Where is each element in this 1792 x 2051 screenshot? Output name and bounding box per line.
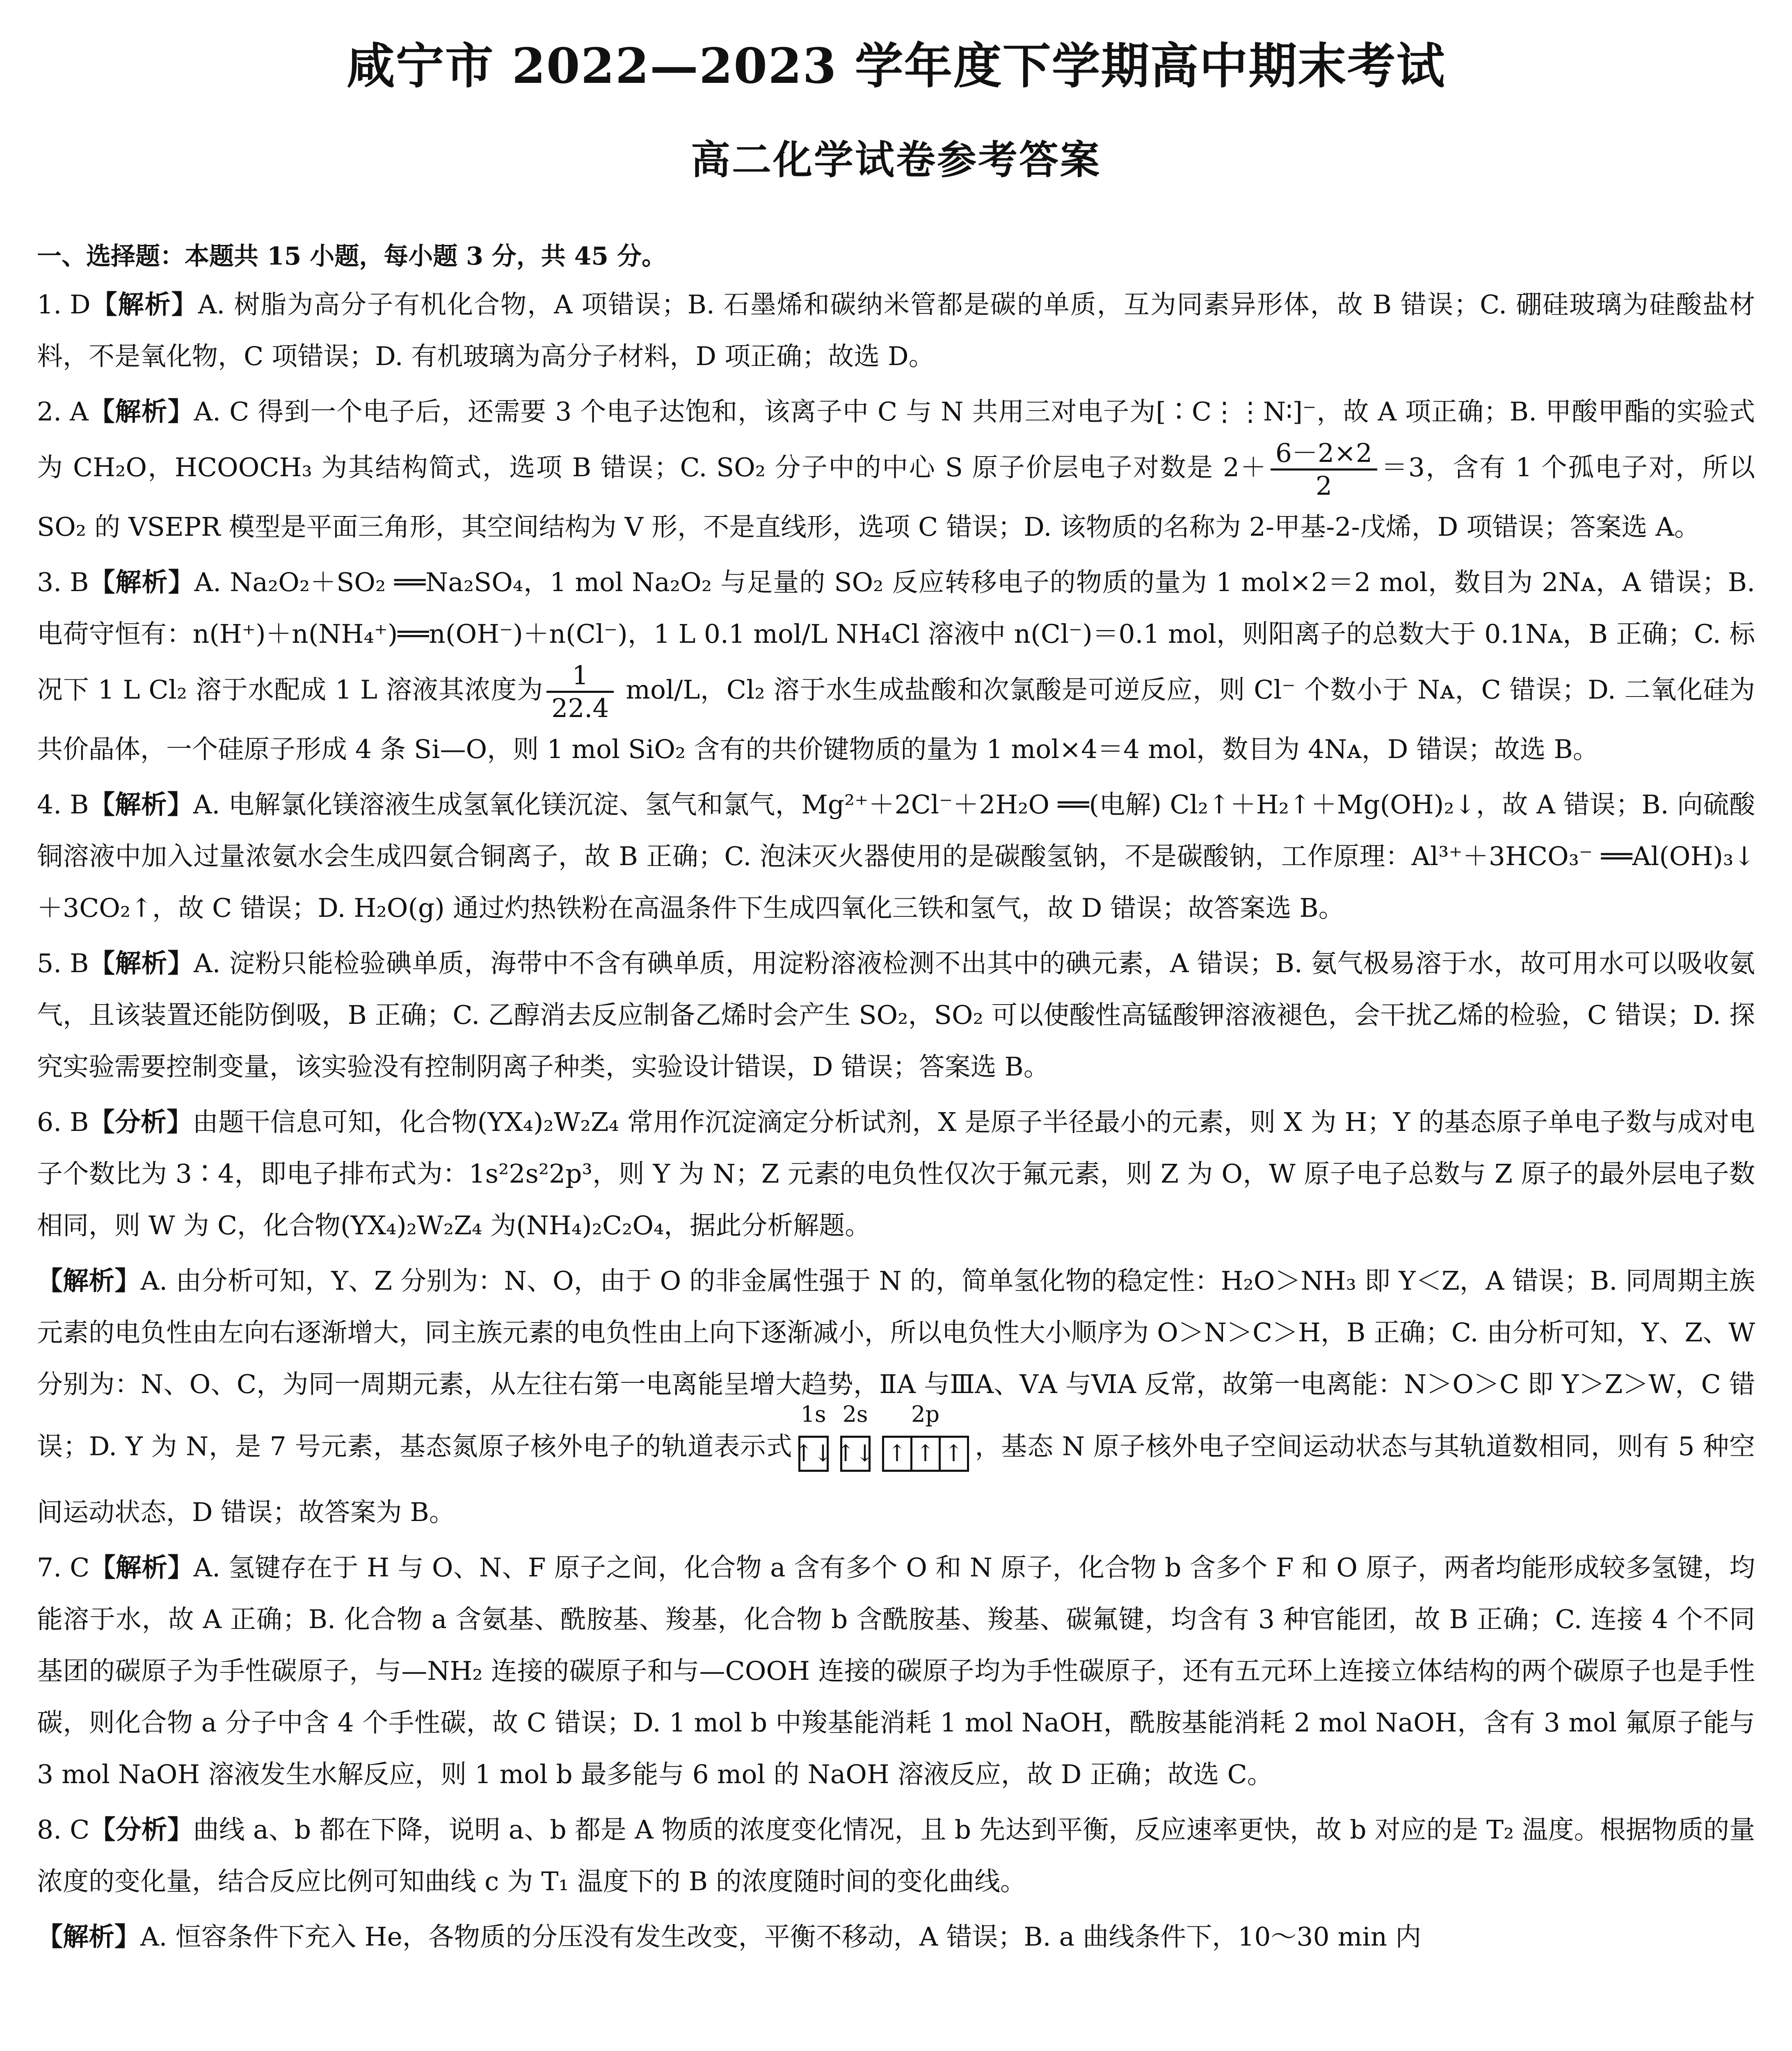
orbital-label: 2s [842, 1401, 868, 1427]
orbital-box: ↑↓ [840, 1436, 871, 1472]
analysis-tag: 【解析】 [89, 789, 193, 820]
fraction-numerator: 1 [546, 660, 614, 693]
answer-text: A. 恒容条件下充入 He，各物质的分压没有发生改变，平衡不移动，A 错误；B. a 曲线条件下，10～30 min 内 [140, 1921, 1422, 1952]
answer-text: A. Na₂O₂＋SO₂ ══Na₂SO₄，1 mol Na₂O₂ 与足量的 SO₂ 反应转移电子的物质的量为 1 mol×2＝2 mol，数目为 2Nᴀ，A 错误；B. 电荷守恒有：n(H⁺)＋n(NH₄⁺)══n(OH⁻)＋n(Cl⁻)，1 L 0.1 mol/L NH₄Cl 溶液中 n(Cl⁻)＝0.1 mol，则阳离子的总数大于 0.1Nᴀ，B 正确；C. 标况下 1 L Cl₂ 溶于水配成 1 L 溶液其浓度为 [37, 567, 1755, 705]
analysis-tag: 【解析】 [89, 1552, 194, 1583]
fraction-denominator: 2 [1315, 470, 1332, 501]
analysis-tag: 【解析】 [90, 289, 198, 320]
answer-text: ＝3，含有 1 个孤电子对，所以 SO₂ 的 VSEPR 模型是平面三角形，其空间结构为 V 形，不是直线形，选项 C 错误；D. 该物质的名称为 2-甲基-2-戊烯，D 项错误；答案选 A。 [37, 452, 1755, 542]
analysis-tag: 【解析】 [89, 948, 194, 978]
answer-item-7 [37, 1542, 1755, 1800]
answer-item-6-analysis [37, 1255, 1755, 1538]
answer-text: A. C 得到一个电子后，还需要 3 个电子达饱和，该离子中 C 与 N 共用三对电子为[∶C⋮⋮N∶]⁻，故 A 项正确；B. 甲酸甲酯的实验式为 CH₂O，HCOOCH₃ 为其结构简式，选项 B 错误；C. SO₂ 分子中的中心 S 原子价层电子对数是 2＋ [37, 396, 1755, 482]
answer-text: A. 氢键存在于 H 与 O、N、F 原子之间，化合物 a 含有多个 O 和 N 原子，化合物 b 含多个 F 和 O 原子，两者均能形成较多氢键，均能溶于水，故 A 正确；B. 化合物 a 含氨基、酰胺基、羧基，化合物 b 含酰胺基、羧基、碳氟键，均含有 3 种官能团，故 B 正确；C. 连接 4 个不同基团的碳原子为手性碳原子，与—NH₂ 连接的碳原子和与—COOH 连接的碳原子均为手性碳原子，还有五元环上连接立体结构的两个碳原子也是手性碳，则化合物 a 分子中含 4 个手性碳，故 C 错误；D. 1 mol b 中羧基能消耗 1 mol NaOH，酰胺基能消耗 2 mol NaOH，含有 3 mol 氟原子能与 3 mol NaOH 溶液发生水解反应，则 1 mol b 最多能与 6 mol 的 NaOH 溶液反应，故 D 正确；故选 C。 [37, 1552, 1755, 1789]
answer-item-8-analysis [37, 1911, 1755, 1963]
answer-text: A. 树脂为高分子有机化合物，A 项错误；B. 石墨烯和碳纳米管都是碳的单质，互为同素异形体，故 B 错误；C. 硼硅玻璃为硅酸盐材料，不是氧化物，C 项错误；D. 有机玻璃为高分子材料，D 项正确；故选 D。 [37, 289, 1755, 371]
answer-item-6 [37, 1096, 1755, 1252]
answer-number: 5. B [37, 948, 89, 978]
answer-number: 4. B [37, 789, 89, 820]
analysis-tag: 【解析】 [89, 566, 194, 597]
analysis-tag: 【解析】 [37, 1921, 140, 1952]
orbital-label: 1s [800, 1401, 826, 1427]
answer-number: 8. C [37, 1814, 90, 1845]
exam-title: 咸宁市 2022—2023 学年度下学期高中期末考试 [346, 37, 1446, 94]
answer-number: 2. A [37, 396, 89, 427]
fraction-denominator: 22.4 [551, 693, 609, 723]
answer-number: 6. B [37, 1107, 89, 1137]
answer-item-2 [37, 386, 1755, 553]
orbital-diagram-2p [882, 1402, 969, 1478]
fraction [546, 660, 614, 724]
answer-item-1 [37, 279, 1755, 382]
answer-number: 1. D [37, 289, 91, 320]
orbital-box: ↑ [910, 1436, 941, 1472]
exam-subtitle: 高二化学试卷参考答案 [691, 136, 1101, 183]
answer-text: ，基态 N 原子核外电子空间运动状态与其轨道数相同，则有 5 种空间运动状态，D 错误；故答案为 B。 [37, 1431, 1755, 1527]
orbital-box: ↑ [882, 1436, 912, 1472]
orbital-box: ↑↓ [798, 1436, 829, 1472]
answer-item-4 [37, 779, 1755, 934]
answer-item-8 [37, 1804, 1755, 1907]
orbital-label: 2p [911, 1401, 940, 1427]
analysis-tag: 【分析】 [89, 1814, 193, 1845]
orbital-box: ↑ [939, 1436, 969, 1472]
orbital-diagram-1s [794, 1401, 833, 1478]
answer-text: 曲线 a、b 都在下降，说明 a、b 都是 A 物质的浓度变化情况，且 b 先达到平衡，反应速率更快，故 b 对应的是 T₂ 温度。根据物质的量浓度的变化量，结合反应比例可知曲线 c 为 T₁ 温度下的 B 的浓度随时间的变化曲线。 [37, 1814, 1755, 1896]
analysis-tag: 【分析】 [89, 1106, 193, 1137]
fraction [1271, 438, 1377, 501]
answer-text: A. 电解氯化镁溶液生成氢氧化镁沉淀、氢气和氯气，Mg²⁺＋2Cl⁻＋2H₂O ══(电解) Cl₂↑＋H₂↑＋Mg(OH)₂↓，故 A 错误；B. 向硫酸铜溶液中加入过量浓氨水会生成四氨合铜离子，故 B 正确；C. 泡沫灭火器使用的是碳酸氢钠，不是碳酸钠，工作原理：Al³⁺＋3HCO₃⁻ ══Al(OH)₃↓＋3CO₂↑，故 C 错误；D. H₂O(g) 通过灼热铁粉在高温条件下生成四氧化三铁和氢气，故 D 错误；故答案选 B。 [37, 789, 1755, 923]
orbital-diagram-2s [836, 1401, 875, 1478]
analysis-tag: 【解析】 [88, 396, 194, 427]
answer-number: 3. B [37, 567, 89, 597]
answer-text: A. 由分析可知，Y、Z 分别为：N、O，由于 O 的非金属性强于 N 的，简单氢化物的稳定性：H₂O＞NH₃ 即 Y＜Z，A 错误；B. 同周期主族元素的电负性由左向右逐渐增大，同主族元素的电负性由上向下逐渐减小，所以电负性大小顺序为 O＞N＞C＞H，B 正确；C. 由分析可知，Y、Z、W 分别为：N、O、C，为同一周期元素，从左往右第一电离能呈增大趋势，ⅡA 与ⅢA、ⅤA 与ⅥA 反常，故第一电离能：N＞O＞C 即 Y＞Z＞W，C 错误；D. Y 为 N，是 7 号元素，基态氮原子核外电子的轨道表示式 [37, 1265, 1755, 1462]
answer-item-5 [37, 937, 1755, 1093]
answer-item-3 [37, 556, 1755, 775]
answer-text: mol/L，Cl₂ 溶于水生成盐酸和次氯酸是可逆反应，则 Cl⁻ 个数小于 Nᴀ，C 错误；D. 二氧化硅为共价晶体，一个硅原子形成 4 条 Si—O，则 1 mol SiO₂ 含有的共价键物质的量为 1 mol×4＝4 mol，数目为 4Nᴀ，D 错误；故选 B。 [37, 674, 1755, 764]
fraction-numerator: 6－2×2 [1271, 438, 1377, 470]
answer-text: 由题干信息可知，化合物(YX₄)₂W₂Z₄ 常用作沉淀滴定分析试剂，X 是原子半径最小的元素，则 X 为 H；Y 的基态原子单电子数与成对电子个数比为 3∶4，即电子排布式为：1s²2s²2p³，则 Y 为 N；Z 元素的电负性仅次于氟元素，则 Z 为 O，W 原子电子总数与 Z 原子的最外层电子数相同，则 W 为 C，化合物(YX₄)₂W₂Z₄ 为(NH₄)₂C₂O₄，据此分析解题。 [37, 1107, 1755, 1240]
answer-number: 7. C [37, 1552, 90, 1583]
analysis-tag: 【解析】 [37, 1265, 141, 1296]
section-heading: 一、选择题：本题共 15 小题，每小题 3 分，共 45 分。 [37, 242, 667, 271]
answer-text: A. 淀粉只能检验碘单质，海带中不含有碘单质，用淀粉溶液检测不出其中的碘元素，A 错误；B. 氨气极易溶于水，故可用水可以吸收氨气，且该装置还能防倒吸，B 正确；C. 乙醇消去反应制备乙烯时会产生 SO₂，SO₂ 可以使酸性高锰酸钾溶液褪色，会干扰乙烯的检验，C 错误；D. 探究实验需要控制变量，该实验没有控制阴离子种类，实验设计错误，D 错误；答案选 B。 [37, 948, 1755, 1082]
